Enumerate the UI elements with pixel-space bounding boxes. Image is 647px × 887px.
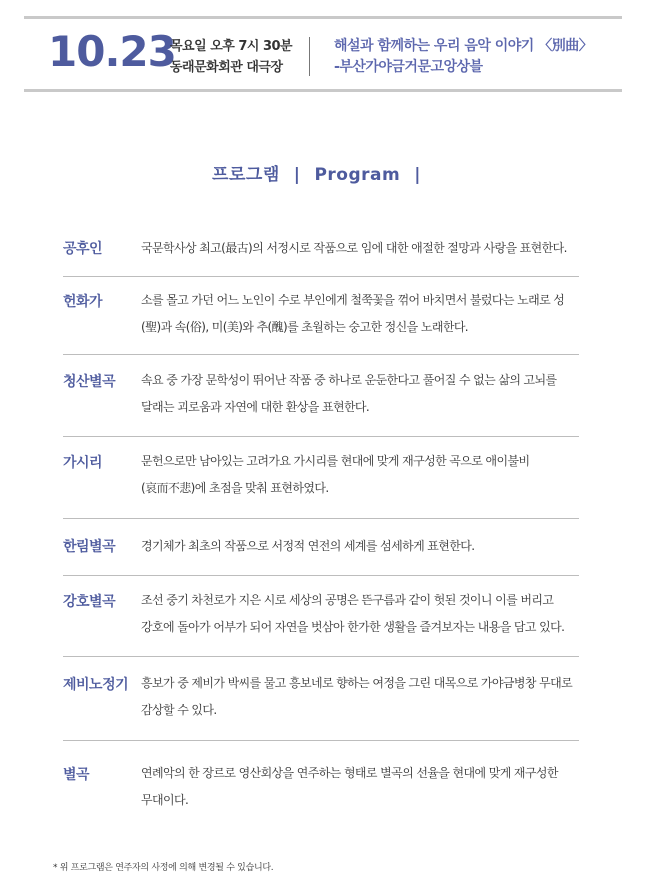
program-item-name: 가시리: [63, 455, 103, 471]
program-heading: [0, 160, 647, 185]
program-heading-en: Program: [314, 165, 401, 185]
program-item-description: 국문학사상 최고(最古)의 서정시로 작품으로 임에 대한 애절한 절망과 사랑을 표현한다.: [141, 241, 567, 255]
program-item-name: 한림별곡: [63, 539, 116, 555]
program-item-description: 문헌으로만 남아있는 고려가요 가시리를 현대에 맞게 재구성한 곡으로 애이불비(哀而不悲)에 초점을 맞춰 표현하였다.: [141, 454, 530, 495]
program-item-description: 연례악의 한 장르로 영산회상을 연주하는 형태로 별곡의 선율을 현대에 맞게 재구성한 무대이다.: [141, 766, 558, 807]
program-item-name: 강호별곡: [63, 594, 116, 610]
event-title-line1: 해설과 함께하는 우리 음악 이야기 〈別曲〉: [334, 38, 593, 54]
program-item-divider: [63, 740, 579, 741]
header-top-rule: [24, 16, 622, 19]
header-divider: [309, 37, 310, 76]
program-item-name: 청산별곡: [63, 374, 116, 390]
header-bottom-rule: [24, 89, 622, 92]
program-item-divider: [63, 518, 579, 519]
program-item-description: 조선 중기 차천로가 지은 시로 세상의 공명은 뜬구름과 같이 헛된 것이니 이를 버리고 강호에 돌아가 어부가 되어 자연을 벗삼아 한가한 생활을 즐겨보자는 내용을 담고 있다.: [141, 593, 565, 634]
program-item-divider: [63, 354, 579, 355]
event-time-venue: [170, 36, 292, 78]
event-title-line2: -부산가야금거문고앙상블: [334, 59, 483, 75]
program-heading-end-bar: |: [414, 165, 421, 185]
program-item-description: 흥보가 중 제비가 박씨를 물고 흥보네로 향하는 여정을 그린 대목으로 가야금병창 무대로 감상할 수 있다.: [141, 676, 573, 717]
program-item-name: 공후인: [63, 241, 103, 257]
program-item-description: 소를 몰고 가던 어느 노인이 수로 부인에게 철쭉꽃을 꺾어 바치면서 불렀다는 노래로 성(聖)과 속(俗), 미(美)와 추(醜)를 초월하는 숭고한 정신을 노래한다.: [141, 293, 565, 334]
program-item-description: 속요 중 가장 문학성이 뛰어난 작품 중 하나로 운둔한다고 풀어질 수 없는 삶의 고뇌를 달래는 괴로움과 자연에 대한 환상을 표현한다.: [141, 373, 557, 414]
event-title: [334, 36, 592, 78]
program-item-divider: [63, 575, 579, 576]
event-time: 목요일 오후 7시 30분: [170, 39, 293, 54]
program-heading-ko: 프로그램: [212, 165, 280, 185]
event-date: 10.23: [48, 27, 176, 76]
program-item-name: 헌화가: [63, 294, 103, 310]
program-item-divider: [63, 436, 579, 437]
program-item-name: 제비노정기: [63, 677, 129, 693]
program-item-divider: [63, 276, 579, 277]
program-item-divider: [63, 656, 579, 657]
program-heading-separator: |: [293, 165, 301, 185]
footnote: * 위 프로그램은 연주자의 사정에 의해 변경될 수 있습니다.: [53, 863, 274, 873]
program-item-description: 경기체가 최초의 작품으로 서정적 연전의 세계를 섬세하게 표현한다.: [141, 539, 475, 553]
program-item-name: 별곡: [63, 767, 90, 783]
event-venue: 동래문화회관 대극장: [170, 60, 283, 75]
